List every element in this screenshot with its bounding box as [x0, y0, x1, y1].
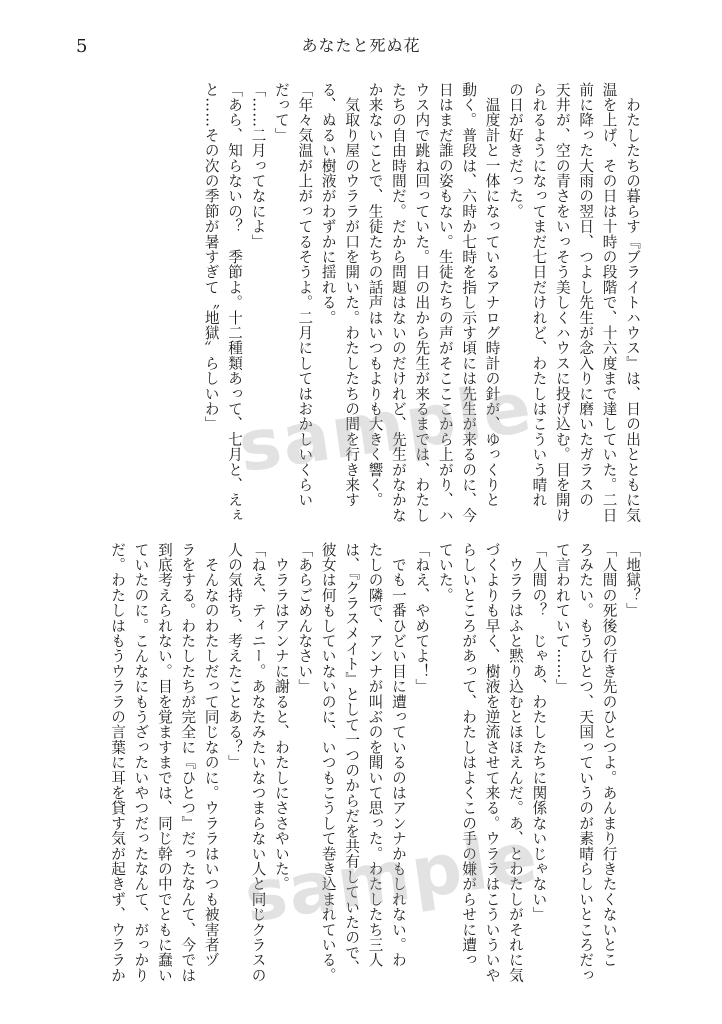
text-line: ウララはアンナに謝ると、わたしにささやいた。 — [272, 542, 290, 892]
text-line: らしいところがあって、わたしはよくこの手の嫌がらせに遭っ — [460, 542, 478, 968]
text-line: 気取り屋のウララが口を開いた。わたしたちの間を行き来す — [343, 82, 361, 508]
text-line: られるようになってまだ七日だけれど、わたしはこういう晴れ — [530, 82, 548, 508]
text-line: 「人間の？ じゃあ、わたしたちに関係ないじゃない」 — [530, 542, 548, 922]
text-line: 温を上げ、その日は十時の段階で、十六度まで達していた。二日 — [600, 82, 618, 523]
text-line: か来ないことで、生徒たちの話声はいつもよりも大きく響く。 — [366, 82, 384, 508]
text-line: わたしたちの暮らす『ブライトハウス』は、日の出とともに気 — [624, 82, 641, 523]
text-block-top — [199, 82, 644, 523]
text-line: 「あら、知らないの？ 季節よ。十二種類あって、七月と、えぇ — [226, 82, 244, 523]
page-number: 5 — [76, 36, 88, 57]
text-line: 「年々気温が上がってるそうよ。二月にしてはおかしいくらい — [296, 82, 314, 508]
text-line: 彼女は何もしていないのに、いつもこうして巻き込まれている。 — [319, 542, 337, 983]
text-line: そんなのわたしだって同じなのに。ウララはいつも被害者ヅ — [202, 542, 220, 968]
text-line: 人の気持ち、考えたことある？」 — [226, 542, 244, 770]
text-line: 「あらごめんなさい」 — [296, 542, 314, 694]
text-line: の日が好きだった。 — [506, 82, 524, 219]
text-block-bottom — [106, 542, 644, 983]
text-line: と……その次の季節が暑すぎて〝地獄〟らしいわ」 — [202, 82, 220, 432]
text-line: は、『クラスメイト』として一つのからだを共有していたので、 — [343, 542, 361, 976]
text-line: ていたのに。こんなにもうざったいやつだったなんて、がっかり — [132, 542, 150, 983]
text-line: 日はまだ誰の姿もない。生徒たちの声がそこここから上がり、ハ — [436, 82, 454, 523]
text-line: ていた。 — [436, 542, 454, 603]
text-line: ウス内で跳ね回っていた。日の出から先生が来るまでは、わたし — [413, 82, 431, 523]
text-line: 「ねえ、ティニー。あなたみたいなつまらない人と同じクラスの — [249, 542, 267, 983]
text-line: だ。わたしはもうウララの言葉に耳を貸す気が起きず、ウララか — [109, 542, 127, 983]
text-line: て言われていて……」 — [553, 542, 571, 694]
text-line: ウララはふと黙り込むとほほえんだ。あ、とわたしがそれに気 — [506, 542, 524, 983]
text-line: ラをする。わたしたちが完全に『ひとつ』だったなんて、今では — [179, 542, 197, 983]
text-line: づくよりも早く、樹液を逆流させて来る。ウララはこういういや — [483, 542, 501, 983]
text-line: たしの隣で、アンナが叫ぶのを聞いて思った。わたしたち三人 — [366, 542, 384, 968]
text-line: 天井が、空の青さをいっそう美しくハウスに投げ込む。目を開け — [553, 82, 571, 523]
sample-watermark: sample — [233, 365, 538, 489]
text-line: 「ねえ、やめてよ！」 — [413, 542, 431, 694]
sample-watermark: sample — [239, 815, 544, 939]
text-line: たちの自由時間だ。だから問題はないのだけれど、先生がなかな — [389, 82, 407, 523]
running-title: あなたと死ぬ花 — [301, 36, 421, 55]
text-line: 温度計と一体になっているアナログ時計の針が、ゆっくりと — [483, 82, 501, 508]
text-line: 動く。普段は、六時か七時を指し示す頃には先生が来るのに、今 — [460, 82, 478, 523]
text-line: 「地獄？」 — [624, 542, 641, 618]
text-line: 「……二月ってなによ」 — [249, 82, 267, 250]
text-line: 到底考えられない。目を覚ますまでは、同じ幹の中でともに蠢い — [155, 542, 173, 983]
text-line: る、ぬるい樹液がわずかに揺れる。 — [319, 82, 337, 326]
text-line: 「人間の死後の行き先のひとつよ。あんまり行きたくないとこ — [600, 542, 618, 968]
text-line: 前に降った大雨の翌日、つよし先生が念入りに磨いたガラスの — [577, 82, 595, 508]
text-line: だって」 — [272, 82, 290, 143]
text-line: でも一番ひどい目に遭っているのはアンナかもしれない。わ — [389, 542, 407, 968]
text-line: ろみたい。もうひとつ、天国っていうのが素晴らしいところだっ — [577, 542, 595, 983]
